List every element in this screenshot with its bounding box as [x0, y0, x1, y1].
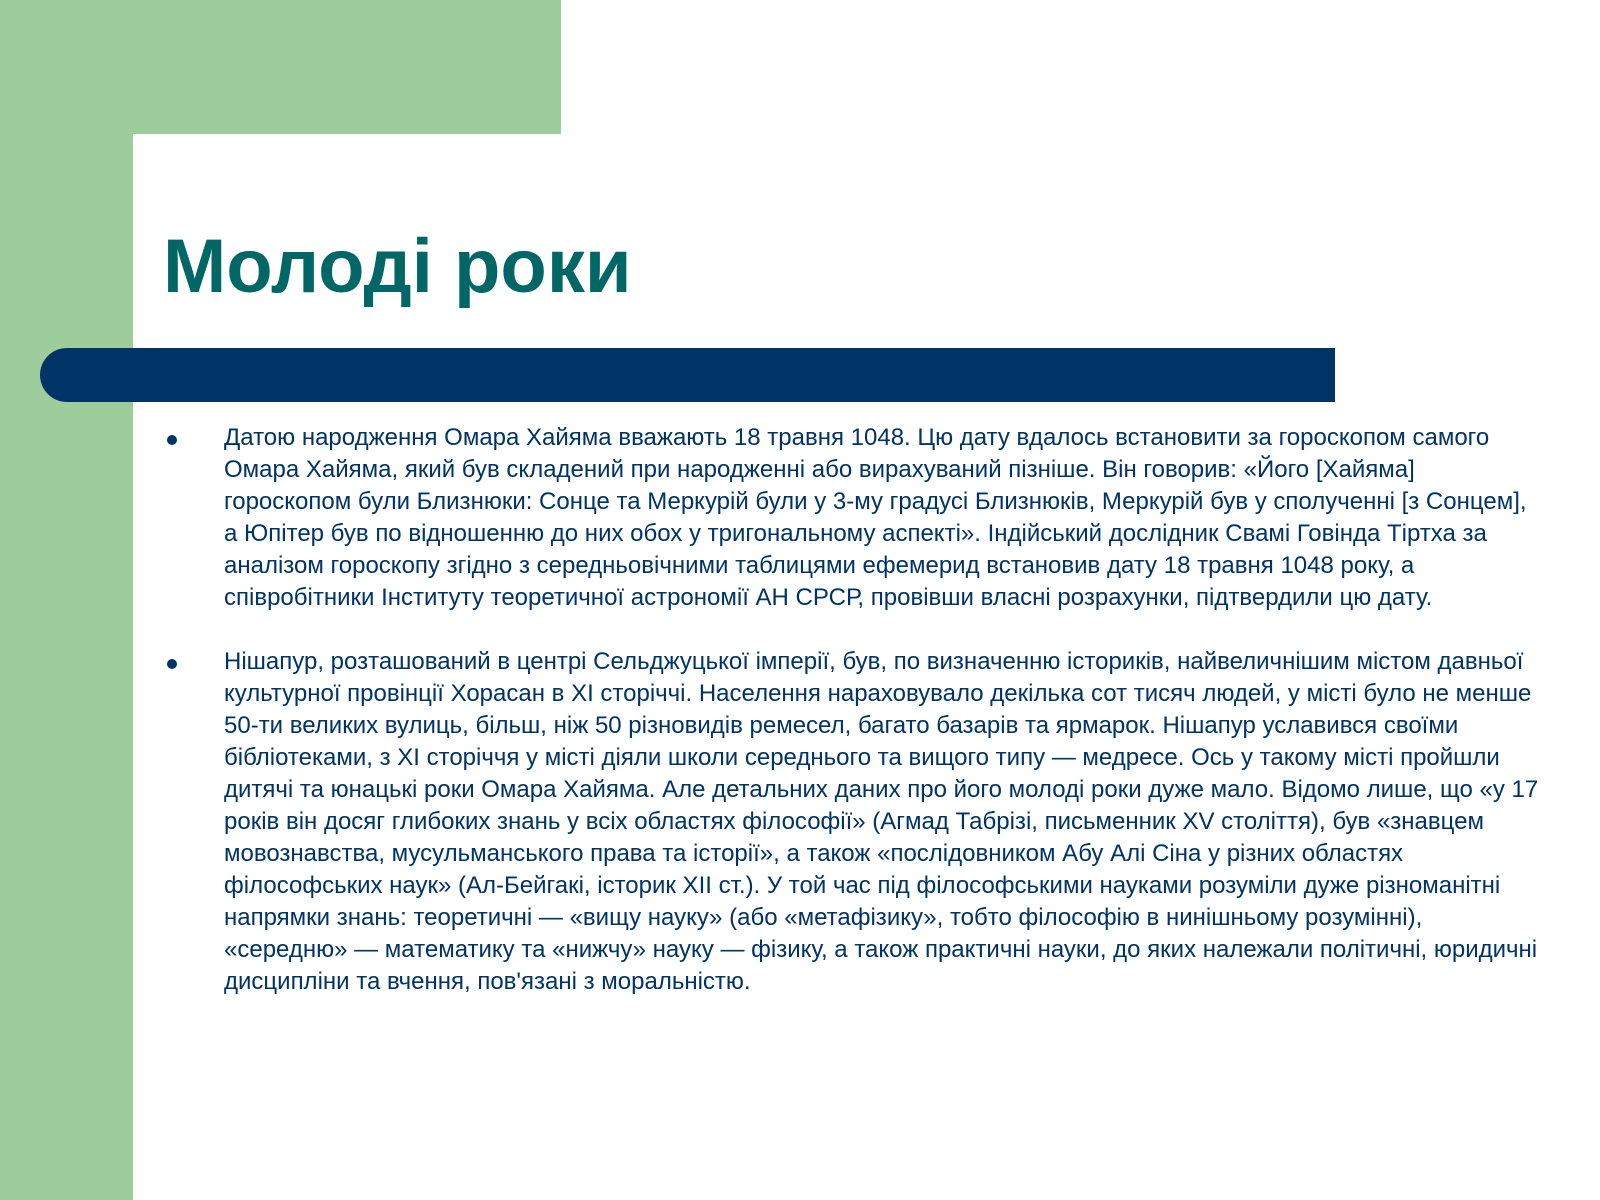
bullet-dot-icon — [167, 435, 177, 445]
bullet-item-birth-date — [163, 422, 1543, 614]
bullet-text: Датою народження Омара Хайяма вважають 18 травня 1048. Цю дату вдалось встановити за гороскопом самого Омара Хайяма, який був складений при народженні або вирахуваний пізніше. Він говорив: «Його [Хайяма] гороскопом були Близнюки: Сонце та Меркурій були у 3-му градусі Близнюків, Меркурій був у сполученні [з Сонцем], а Юпітер був по відношенню до них обох у тригональному аспекті». Індійський дослідник Свамі Говінда Тіртха за аналізом гороскопу згідно з середньовічними таблицями ефемерид встановив дату 18 травня 1048 року, а співробітники Інституту теоретичної астрономії АН СРСР, провівши власні розрахунки, підтвердили цю дату. — [224, 424, 1527, 611]
bullet-dot-icon — [167, 659, 177, 669]
green-top-band — [0, 0, 561, 134]
green-side-band — [0, 0, 133, 1200]
bullet-text: Нішапур, розташований в центрі Сельджуцької імперії, був, по визначенню істориків, найвеличнішим містом давньої культурної провінції Хорасан в XI сторіччі. Населення нараховувало декілька сот тисяч людей, у місті було не менше 50-ти великих вулиць, більш, ніж 50 різновидів ремесел, багато базарів та ярмарок. Нішапур уславився своїми бібліотеками, з XI сторіччя у місті діяли школи середнього та вищого типу — медресе. Ось у такому місті пройшли дитячі та юнацькі роки Омара Хайяма. Але детальних даних про його молоді роки дуже мало. Відомо лише, що «у 17 років він досяг глибоких знань у всіх областях філософії» (Агмад Табрізі, письменник XV століття), був «знавцем мовознавства, мусульманського права та історії», а також «послідовником Абу Алі Сіна у різних областях філософських наук» (Ал-Бейгакі, історик XII ст.). У той час під філософськими науками розуміли дуже різноманітні напрямки знань: теоретичні — «вищу науку» (або «метафізику», тобто філософію в нинішньому розумінні), «середню» — математику та «нижчу» науку — фізику, а також практичні науки, до яких належали політичні, юридичні дисципліни та вчення, пов'язані з моральністю. — [224, 648, 1539, 995]
bullet-list — [163, 422, 1543, 998]
bullet-item-nishapur — [163, 646, 1543, 998]
title-underline-bar — [40, 348, 1335, 402]
slide-title: Молоді роки — [163, 224, 632, 309]
